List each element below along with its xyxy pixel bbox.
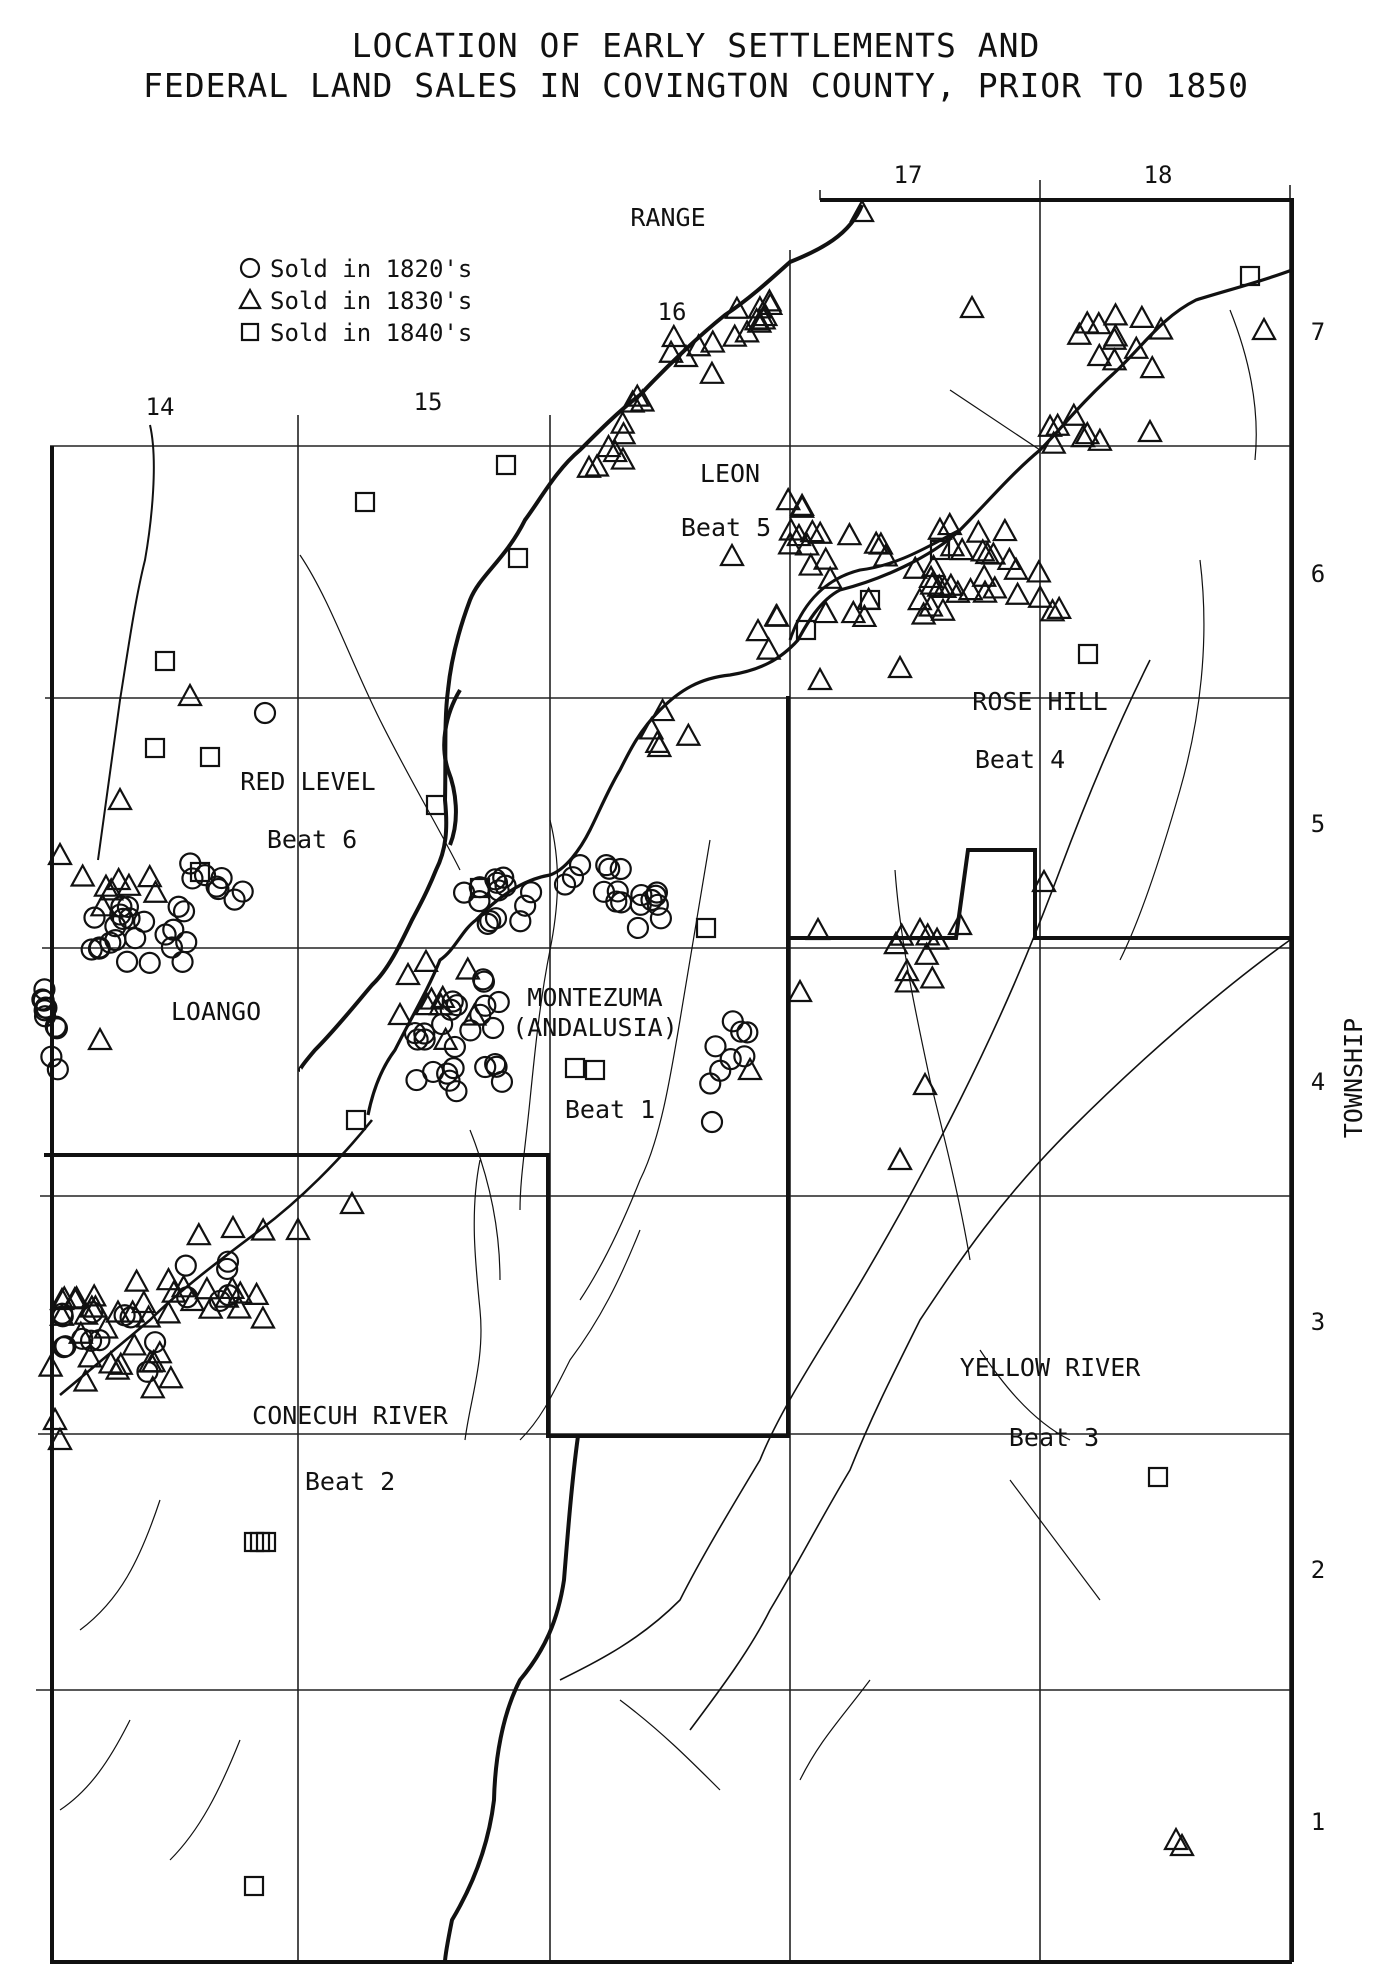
sale-1840s-square	[347, 1111, 365, 1129]
legend-circle-icon	[241, 259, 259, 277]
rivers	[60, 205, 1292, 1962]
township-3: 3	[1310, 1308, 1326, 1336]
sale-1840s-square	[251, 1533, 269, 1551]
place-conecuh-river: CONECUH RIVER	[252, 1401, 448, 1430]
sale-1830s-triangle	[815, 602, 837, 622]
place-yellow-river: YELLOW RIVER	[959, 1353, 1141, 1382]
sale-1830s-triangle	[1253, 319, 1275, 339]
sale-1830s-triangle	[179, 685, 201, 705]
range-14: 14	[145, 393, 175, 421]
sale-1830s-triangle	[967, 522, 989, 542]
sale-1820s-circle	[173, 952, 193, 972]
sale-1830s-triangle	[1028, 561, 1050, 581]
sale-1830s-triangle	[1131, 307, 1153, 327]
sale-1830s-triangle	[196, 1278, 218, 1298]
sale-1820s-circle	[521, 882, 541, 902]
sale-1840s-square	[697, 919, 715, 937]
township-7: 7	[1310, 318, 1326, 346]
sale-1840s-square	[1149, 1468, 1167, 1486]
place-labels	[171, 459, 1141, 1496]
place-loango: LOANGO	[170, 997, 262, 1026]
sale-1820s-circle	[705, 1036, 725, 1056]
sale-1820s-circle	[117, 952, 137, 972]
sale-1830s-triangle	[800, 555, 822, 575]
sale-1830s-triangle	[889, 657, 911, 677]
sale-1840s-square	[356, 493, 374, 511]
sale-1830s-triangle	[1141, 357, 1163, 377]
sale-1830s-triangle	[994, 520, 1016, 540]
sale-1820s-circle	[570, 855, 590, 875]
sale-1830s-triangle	[721, 545, 743, 565]
place-beat-6: Beat 6	[266, 825, 358, 854]
township-5: 5	[1310, 810, 1326, 838]
place-rose-hill: ROSE HILL	[972, 687, 1108, 716]
sale-1830s-triangle	[921, 967, 943, 987]
sale-1830s-triangle	[44, 1409, 66, 1429]
place-beat-4: Beat 4	[974, 745, 1066, 774]
sale-1830s-triangle	[758, 639, 780, 659]
place-leon: LEON	[699, 459, 761, 488]
place-beat-1: Beat 1	[564, 1095, 656, 1124]
legend	[240, 255, 472, 347]
sale-1820s-circle	[134, 912, 154, 932]
place-beat-2: Beat 2	[304, 1467, 396, 1496]
sale-1840s-square	[245, 1533, 263, 1551]
sale-1840s-square	[509, 549, 527, 567]
map-title-line-2: FEDERAL LAND SALES IN COVINGTON COUNTY, PRIOR TO 1850	[143, 66, 1249, 105]
place-montezuma: MONTEZUMA	[527, 983, 663, 1012]
sale-1820s-circle	[140, 953, 160, 973]
sale-1830s-triangle	[663, 326, 685, 346]
sale-1830s-triangle	[809, 523, 831, 543]
sale-1820s-circle	[225, 890, 245, 910]
sale-1830s-triangle	[701, 363, 723, 383]
sale-1820s-circle	[710, 1061, 730, 1081]
sale-1830s-triangle	[1007, 584, 1029, 604]
sale-1820s-circle	[407, 1070, 427, 1090]
legend-triangle-icon	[240, 290, 260, 308]
sale-1830s-triangle	[222, 1217, 244, 1237]
sale-1830s-triangle	[397, 964, 419, 984]
sale-1840s-square	[1079, 645, 1097, 663]
sale-1840s-square	[257, 1533, 275, 1551]
sale-1840s-square	[146, 739, 164, 757]
place-red-level: RED LEVEL	[240, 767, 376, 796]
township-4: 4	[1310, 1068, 1326, 1096]
sale-1830s-triangle	[809, 669, 831, 689]
range-15: 15	[413, 388, 443, 416]
sale-1830s-triangle	[1139, 421, 1161, 441]
sale-1820s-circle	[444, 1058, 464, 1078]
sale-1830s-triangle	[89, 1029, 111, 1049]
sale-1830s-triangle	[246, 1284, 268, 1304]
beat-boundaries	[44, 200, 1292, 1962]
sale-1830s-triangle	[739, 1059, 761, 1079]
sale-1820s-circle	[700, 1073, 720, 1093]
sale-1830s-triangle	[109, 789, 131, 809]
sale-1840s-square	[245, 1877, 263, 1895]
sale-1830s-triangle	[889, 1149, 911, 1169]
sale-1820s-circle	[483, 1018, 503, 1038]
range-16: 16	[657, 298, 687, 326]
sale-1830s-triangle	[961, 297, 983, 317]
sale-1820s-circle	[432, 1014, 452, 1034]
place-beat-5: Beat 5	[680, 513, 772, 542]
sale-1840s-square	[586, 1061, 604, 1079]
legend-square-label: Sold in 1840's	[270, 319, 473, 347]
sale-1820s-circle	[489, 992, 509, 1012]
sale-1820s-circle	[54, 1337, 74, 1357]
legend-square-icon	[242, 324, 258, 340]
sale-1830s-triangle	[677, 725, 699, 745]
township-6: 6	[1310, 560, 1326, 588]
sale-1820s-circle	[255, 703, 275, 723]
sale-1820s-circle	[174, 901, 194, 921]
sale-1840s-square	[566, 1059, 584, 1077]
sale-1820s-circle	[628, 918, 648, 938]
sale-1830s-triangle	[578, 457, 600, 477]
sale-1820s-circle	[169, 897, 189, 917]
sale-1830s-triangle	[188, 1224, 210, 1244]
sale-1820s-circle	[611, 859, 631, 879]
sale-1840s-square	[497, 456, 515, 474]
sale-1830s-triangle	[157, 1302, 179, 1322]
township-2: 2	[1310, 1556, 1326, 1584]
section-grid	[36, 180, 1290, 1962]
sale-1830s-triangle	[838, 524, 860, 544]
sale-1820s-circle	[233, 882, 253, 902]
sale-1820s-circle	[176, 1256, 196, 1276]
sale-1830s-triangle	[389, 1004, 411, 1024]
legend-triangle-label: Sold in 1830's	[270, 287, 473, 315]
sale-1830s-triangle	[612, 449, 634, 469]
range-18: 18	[1143, 161, 1173, 189]
sale-1830s-triangle	[789, 981, 811, 1001]
place-andalusia: (ANDALUSIA)	[512, 1013, 678, 1042]
sale-1830s-triangle	[1088, 313, 1110, 333]
sale-1830s-triangle	[646, 732, 668, 752]
sale-1830s-triangle	[415, 951, 437, 971]
sale-1830s-triangle	[118, 875, 140, 895]
sale-1830s-triangle	[123, 1334, 145, 1354]
map-title-line-1: LOCATION OF EARLY SETTLEMENTS AND	[351, 26, 1041, 65]
township-axis-label: TOWNSHIP	[1339, 1017, 1368, 1139]
sale-1840s-square	[201, 748, 219, 766]
sale-1820s-circle	[469, 891, 489, 911]
sale-1830s-triangle	[252, 1308, 274, 1328]
sale-1830s-triangle	[72, 866, 94, 886]
township-numbers	[1311, 318, 1325, 1836]
sale-1830s-triangle	[144, 882, 166, 902]
range-17: 17	[893, 161, 923, 189]
place-beat-3: Beat 3	[1008, 1423, 1100, 1452]
sale-1820s-circle	[702, 1112, 722, 1132]
legend-circle-label: Sold in 1820's	[270, 255, 473, 283]
sale-1840s-square	[427, 796, 445, 814]
sale-1820s-circle	[651, 908, 671, 928]
sale-1830s-triangle	[126, 1271, 148, 1291]
township-1: 1	[1310, 1808, 1326, 1836]
sale-1830s-triangle	[909, 589, 931, 609]
land-sale-markers	[32, 201, 1275, 1895]
sale-1830s-triangle	[1105, 304, 1127, 324]
range-axis-label: RANGE	[630, 203, 706, 232]
sale-1830s-triangle	[1150, 318, 1172, 338]
sale-1840s-square	[156, 652, 174, 670]
